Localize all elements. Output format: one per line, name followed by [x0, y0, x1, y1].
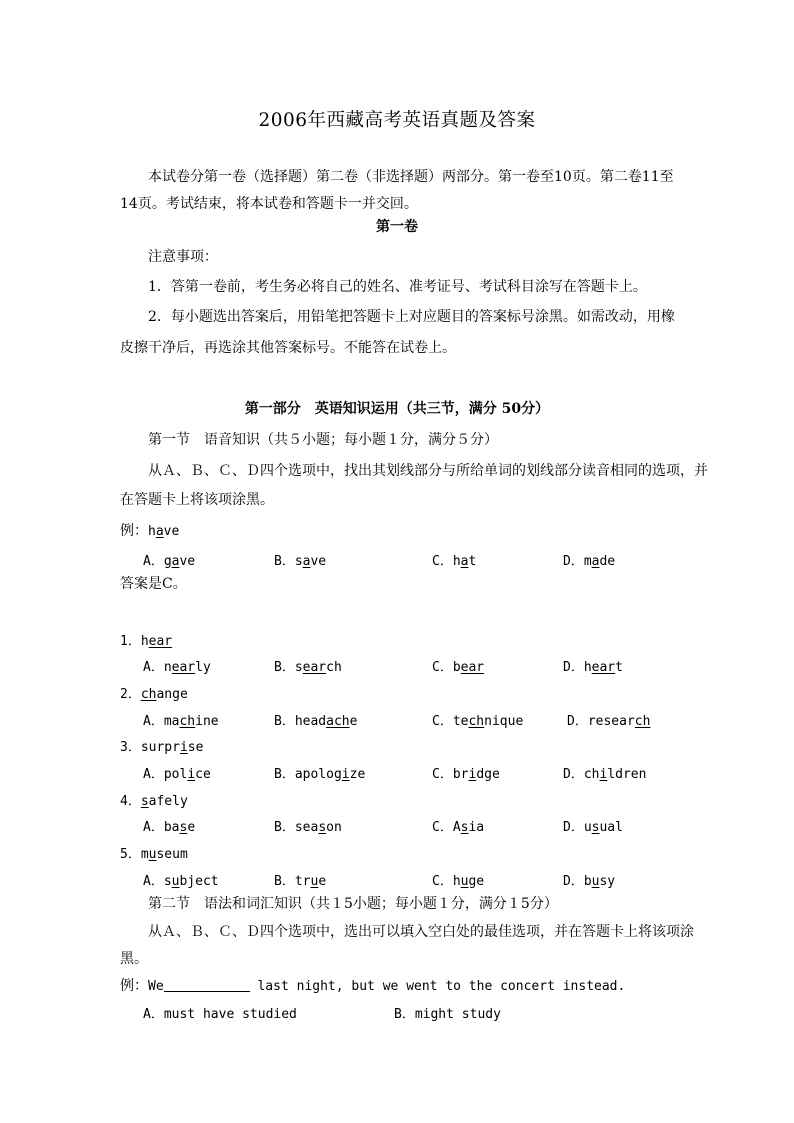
notice-item-2-line-1: 2．每小题选出答案后，用铅笔把答题卡上对应题目的答案标号涂黑。如需改动，用橡 [148, 309, 675, 325]
example-label: 例： [120, 523, 148, 539]
section1-instruction-line-2: 在答题卡上将该项涂黑。 [120, 492, 274, 508]
question-1-option-d: D．heart [563, 660, 623, 675]
example-blank [164, 979, 250, 992]
question-3-option-a: A．police [143, 767, 211, 782]
section2-instruction-line-1: 从Ａ、Ｂ、Ｃ、Ｄ四个选项中，选出可以填入空白处的最佳选项，并在答题卡上将该项涂 [148, 924, 694, 940]
example-stem [120, 520, 179, 540]
question-4-option-b: B．season [274, 820, 342, 835]
notice-heading: 注意事项： [148, 249, 218, 265]
question-2-option-a: A．machine [143, 714, 219, 729]
notice-item-1: 1．答第一卷前，考生务必将自己的姓名、准考证号、考试科目涂写在答题卡上。 [148, 279, 647, 295]
question-3-option-b: B．apologize [274, 767, 366, 782]
section2-option-b: B．might study [394, 1007, 501, 1022]
section2-title: 第二节 语法和词汇知识（共１5小题；每小题１分，满分１5分） [148, 896, 558, 912]
question-4-stem: 4．safely [120, 794, 188, 809]
question-5-option-a: A．subject [143, 874, 219, 889]
question-5-option-b: B．true [274, 874, 327, 889]
question-5-stem: 5．museum [120, 847, 188, 862]
question-1-option-a: A．nearly [143, 660, 211, 675]
question-4-option-d: D．usual [563, 820, 623, 835]
section2-example-before: We [148, 979, 164, 994]
page-title: 2006年西藏高考英语真题及答案 [258, 110, 536, 131]
question-5-option-c: C．huge [432, 874, 485, 889]
section2-example [120, 975, 625, 995]
example-answer: 答案是C。 [120, 576, 187, 592]
example-option-c: C．hat [432, 554, 477, 569]
volume-title: 第一卷 [376, 219, 418, 235]
question-4-option-c: C．Asia [432, 820, 485, 835]
section1-title: 第一节 语音知识（共５小题；每小题１分，满分５分） [148, 432, 498, 448]
example-option-a: A．gave [143, 554, 196, 569]
notice-item-2-line-2: 皮擦干净后，再选涂其他答案标号。不能答在试卷上。 [120, 340, 456, 356]
question-1-stem: 1．hear [120, 634, 173, 649]
question-3-stem: 3．surprise [120, 740, 204, 755]
section2-option-a: A．must have studied [143, 1007, 297, 1022]
question-1-option-c: C．bear [432, 660, 485, 675]
question-5-option-d: D．busy [563, 874, 616, 889]
example-option-d: D．made [563, 554, 616, 569]
part1-title: 第一部分 英语知识运用（共三节，满分 50分） [244, 401, 550, 417]
section2-instruction-line-2: 黑。 [120, 951, 148, 967]
question-2-option-c: C．technique [432, 714, 524, 729]
question-1-option-b: B．search [274, 660, 342, 675]
intro-line-1: 本试卷分第一卷（选择题）第二卷（非选择题）两部分。第一卷至10页。第二卷11至 [148, 169, 674, 185]
section2-example-label: 例： [120, 978, 148, 994]
question-3-option-d: D．children [563, 767, 647, 782]
question-2-option-b: B．headache [274, 714, 358, 729]
question-2-stem: 2．change [120, 687, 188, 702]
section1-instruction-line-1: 从Ａ、Ｂ、Ｃ、Ｄ四个选项中，找出其划线部分与所给单词的划线部分读音相同的选项，并 [148, 463, 708, 479]
section2-example-after: last night, but we went to the concert instead. [249, 979, 626, 994]
question-4-option-a: A．base [143, 820, 196, 835]
question-2-option-d: D．research [567, 714, 651, 729]
question-3-option-c: C．bridge [432, 767, 500, 782]
example-word: have [148, 524, 180, 539]
intro-line-2: 14页。考试结束，将本试卷和答题卡一并交回。 [120, 196, 418, 212]
example-option-b: B．save [274, 554, 327, 569]
